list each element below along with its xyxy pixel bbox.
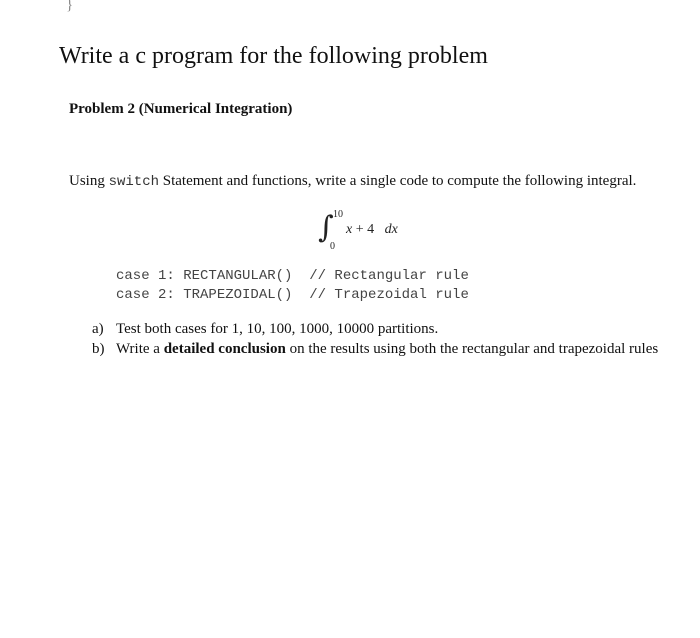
intro-after: Statement and functions, write a single code to compute the following integral.: [162, 173, 637, 189]
task-text-before: Write a: [116, 341, 160, 357]
integrand-variable: x: [346, 222, 353, 237]
upper-limit: 10: [333, 209, 343, 220]
task-list: [92, 320, 662, 360]
intro-before: Using: [69, 173, 105, 189]
closing-brace: }: [66, 0, 74, 13]
code-block: [116, 267, 469, 305]
task-text-after: on the results using both the rectangular and trapezoidal rules: [289, 341, 659, 357]
integrand-expression: + 4: [355, 222, 375, 237]
code-line-1: case 1: RECTANGULAR() // Rectangular rule: [116, 268, 469, 284]
task-text: Test both cases for 1, 10, 100, 1000, 10000 partitions.: [116, 321, 439, 337]
task-text-bold: detailed conclusion: [163, 341, 286, 357]
integral-formula: [318, 207, 438, 255]
integrand: [346, 222, 398, 238]
problem-title: [69, 101, 292, 118]
switch-keyword: switch: [108, 174, 160, 190]
code-line-2: case 2: TRAPEZOIDAL() // Trapezoidal rule: [116, 287, 469, 303]
task-marker: a): [92, 321, 104, 337]
problem-name: (Numerical Integration): [138, 101, 293, 117]
problem-number: Problem 2: [69, 101, 135, 117]
page-heading: Write a c program for the following problem: [59, 43, 488, 69]
problem-statement: [69, 173, 636, 190]
task-item-b: [92, 340, 662, 358]
differential: dx: [384, 222, 398, 237]
task-marker: b): [92, 341, 105, 357]
integral-sign: ∫: [318, 210, 334, 245]
lower-limit: 0: [330, 241, 335, 252]
task-item-a: [92, 320, 662, 338]
